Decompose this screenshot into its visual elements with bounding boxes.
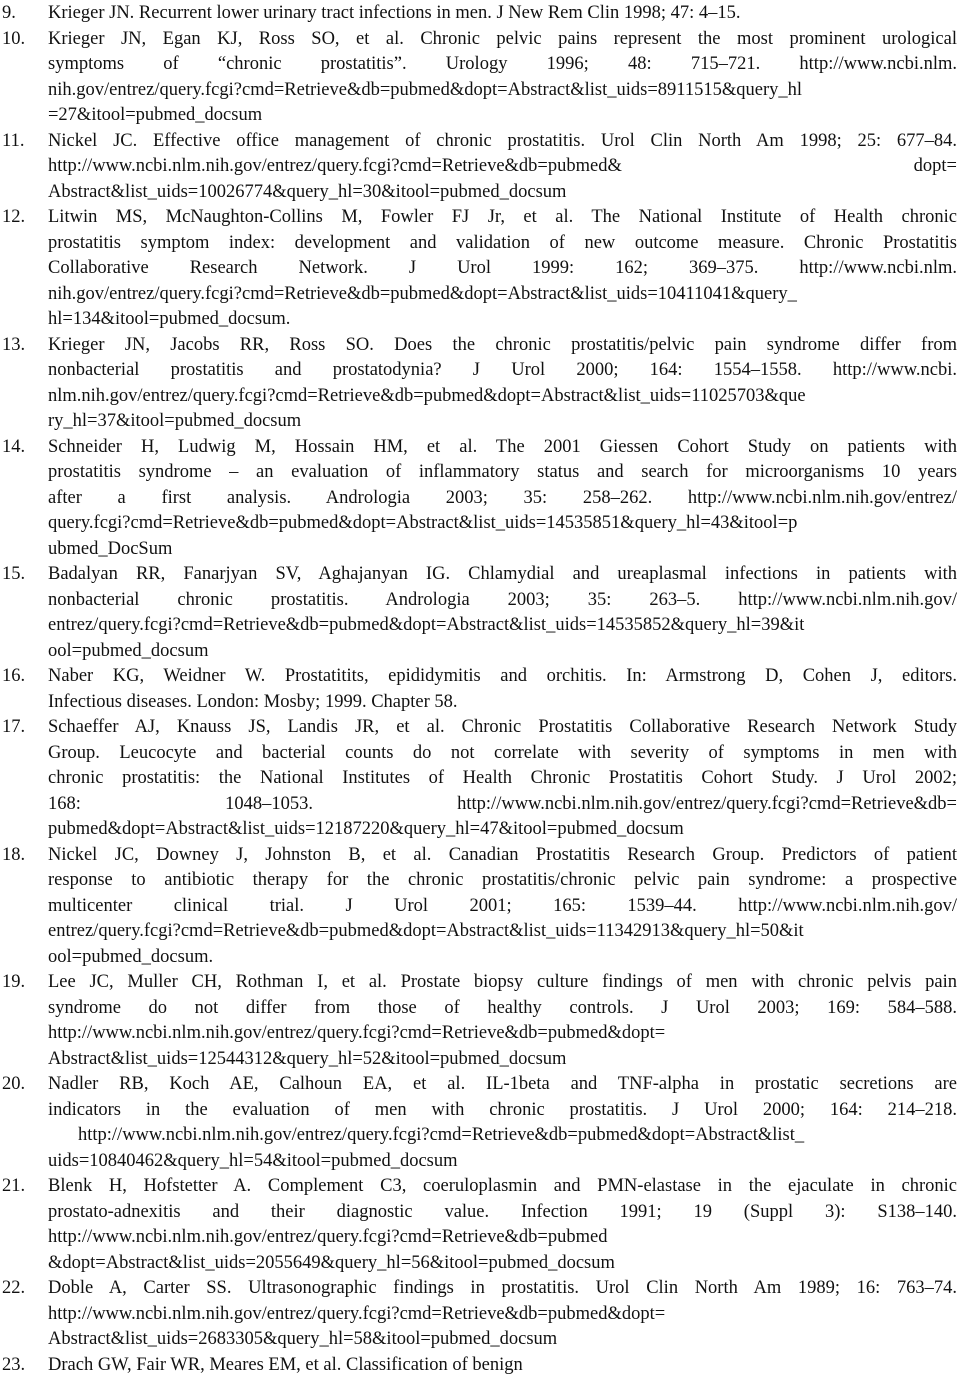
reference-line: nonbacterial prostatitis and prostatodynia? J Urol 2000; 164: 1554–1558. http://www.ncbi. xyxy=(48,360,957,380)
reference-line: uids=10840462&query_hl=54&itool=pubmed_docsum xyxy=(48,1150,458,1171)
reference-line: nonbacterial chronic prostatitis. Andrologia 2003; 35: 263–5. http://www.ncbi.nlm.nih.gov/ xyxy=(48,589,957,610)
reference-text xyxy=(48,1072,960,1174)
reference-line: Schneider H, Ludwig M, Hossain HM, et al. The 2001 Giessen Cohort Study on patients with xyxy=(48,436,957,457)
reference-line: Schaeffer AJ, Knauss JS, Landis JR, et al. Chronic Prostatitis Collaborative Research Network Study xyxy=(48,717,957,737)
reference-line: Drach GW, Fair WR, Meares EM, et al. Classification of benign xyxy=(48,1354,523,1375)
reference-item xyxy=(0,27,960,129)
reference-item xyxy=(0,562,960,664)
reference-item xyxy=(0,1353,960,1378)
reference-number: 12. xyxy=(2,207,26,227)
reference-item xyxy=(0,333,960,435)
reference-line: nih.gov/entrez/query.fcgi?cmd=Retrieve&db=pubmed&dopt=Abstract&list_uids=8911515&query_hl xyxy=(48,79,803,100)
reference-item xyxy=(0,435,960,563)
reference-line: multicenter clinical trial. J Urol 2001; 165: 1539–44. http://www.ncbi.nlm.nih.gov/ xyxy=(48,895,957,916)
reference-number: 17. xyxy=(2,717,26,737)
reference-line: Nadler RB, Koch AE, Calhoun EA, et al. IL-1beta and TNF-alpha in prostatic secretions are xyxy=(48,1074,957,1094)
reference-line: hl=134&itool=pubmed_docsum. xyxy=(48,309,291,329)
reference-line: Doble A, Carter SS. Ultrasonographic findings in prostatitis. Urol Clin North Am 1989; 16: 763–74. xyxy=(48,1278,957,1298)
reference-line: http://www.ncbi.nlm.nih.gov/entrez/query.fcgi?cmd=Retrieve&db=pubmed&dopt=Abstract&list_ xyxy=(78,1125,805,1145)
reference-line: ool=pubmed_docsum. xyxy=(48,946,214,967)
reference-item xyxy=(0,1,960,27)
reference-text xyxy=(48,27,960,129)
reference-text xyxy=(48,715,960,843)
reference-number: 16. xyxy=(2,666,26,686)
reference-line: Abstract&list_uids=12544312&query_hl=52&itool=pubmed_docsum xyxy=(48,1048,567,1069)
reference-line: Lee JC, Muller CH, Rothman I, et al. Prostate biopsy culture findings of men with chronic pelvis pain xyxy=(48,972,957,992)
reference-line: http://www.ncbi.nlm.nih.gov/entrez/query.fcgi?cmd=Retrieve&db=pubmed xyxy=(48,1227,608,1247)
reference-number: 21. xyxy=(2,1176,26,1196)
reference-line: chronic prostatitis: the National Institutes of Health Chronic Prostatitis Cohort Study. J Urol 2002; xyxy=(48,768,957,788)
reference-item xyxy=(0,970,960,1072)
reference-number: 20. xyxy=(2,1074,26,1094)
reference-line: after a first analysis. Andrologia 2003; 35: 258–262. http://www.ncbi.nlm.nih.gov/entrez/ xyxy=(48,487,957,508)
reference-line: http://www.ncbi.nlm.nih.gov/entrez/query.fcgi?cmd=Retrieve&db=pubmed&dopt= xyxy=(48,1023,666,1043)
reference-line: =27&itool=pubmed_docsum xyxy=(48,105,263,125)
reference-line: pubmed&dopt=Abstract&list_uids=12187220&query_hl=47&itool=pubmed_docsum xyxy=(48,819,684,839)
reference-line: http://www.ncbi.nlm.nih.gov/entrez/query.fcgi?cmd=Retrieve&db=pubmed& dopt= xyxy=(48,156,957,176)
reference-item xyxy=(0,129,960,206)
reference-number: 18. xyxy=(2,844,26,865)
reference-line: Infectious diseases. London: Mosby; 1999. Chapter 58. xyxy=(48,691,458,712)
reference-line: Naber KG, Weidner W. Prostatitits, epididymitis and orchitis. In: Armstrong D, Cohen J, editors. xyxy=(48,666,957,686)
reference-text xyxy=(48,1,960,27)
reference-line: entrez/query.fcgi?cmd=Retrieve&db=pubmed&dopt=Abstract&list_uids=11342913&query_hl=50&it xyxy=(48,921,804,941)
reference-number: 19. xyxy=(2,972,26,992)
reference-number: 14. xyxy=(2,436,26,457)
reference-text xyxy=(48,1353,960,1378)
reference-line: Abstract&list_uids=10026774&query_hl=30&itool=pubmed_docsum xyxy=(48,181,567,202)
reference-line: prostato-adnexitis and their diagnostic value. Infection 1991; 19 (Suppl 3): S138–140. xyxy=(48,1201,957,1222)
reference-text xyxy=(48,970,960,1072)
reference-item xyxy=(0,1174,960,1276)
reference-line: syndrome do not differ from those of healthy controls. J Urol 2003; 169: 584–588. xyxy=(48,997,957,1018)
reference-line: ubmed_DocSum xyxy=(48,538,173,559)
reference-text xyxy=(48,205,960,333)
reference-text xyxy=(48,333,960,435)
reference-line: ool=pubmed_docsum xyxy=(48,640,209,661)
reference-item xyxy=(0,843,960,971)
reference-line: http://www.ncbi.nlm.nih.gov/entrez/query.fcgi?cmd=Retrieve&db=pubmed&dopt= xyxy=(48,1303,666,1324)
reference-line: response to antibiotic therapy for the chronic prostatitis/chronic pelvic pain syndrome: a prospective xyxy=(48,870,957,890)
reference-item xyxy=(0,664,960,715)
reference-line: Litwin MS, McNaughton-Collins M, Fowler FJ Jr, et al. The National Institute of Health chronic xyxy=(48,207,957,227)
reference-line: &dopt=Abstract&list_uids=2055649&query_hl=56&itool=pubmed_docsum xyxy=(48,1252,615,1273)
reference-line: Nickel JC, Downey J, Johnston B, et al. Canadian Prostatitis Research Group. Predictors of patient xyxy=(48,844,957,865)
reference-line: nlm.nih.gov/entrez/query.fcgi?cmd=Retrieve&db=pubmed&dopt=Abstract&list_uids=11025703&que xyxy=(48,385,806,406)
reference-item xyxy=(0,715,960,843)
reference-number: 15. xyxy=(2,564,26,584)
reference-text xyxy=(48,843,960,971)
reference-text xyxy=(48,1276,960,1353)
reference-text xyxy=(48,129,960,206)
reference-line: prostatitis symptom index: development and validation of new outcome measure. Chronic Prostatitis xyxy=(48,232,957,253)
reference-line: Krieger JN, Egan KJ, Ross SO, et al. Chronic pelvic pains represent the most prominent urological xyxy=(48,28,957,49)
reference-text xyxy=(48,1174,960,1276)
reference-item xyxy=(0,1072,960,1174)
reference-number: 9. xyxy=(2,3,16,23)
reference-line: 168: 1048–1053. http://www.ncbi.nlm.nih.gov/entrez/query.fcgi?cmd=Retrieve&db= xyxy=(48,793,957,814)
reference-number: 11. xyxy=(2,130,25,151)
reference-text xyxy=(48,664,960,715)
reference-line: query.fcgi?cmd=Retrieve&db=pubmed&dopt=Abstract&list_uids=14535851&query_hl=43&itool=p xyxy=(48,513,798,533)
reference-line: Krieger JN. Recurrent lower urinary tract infections in men. J New Rem Clin 1998; 47: 4–15. xyxy=(48,3,741,23)
reference-text xyxy=(48,562,960,664)
reference-number: 10. xyxy=(2,28,26,49)
reference-item xyxy=(0,1276,960,1353)
reference-line: Collaborative Research Network. J Urol 1999: 162; 369–375. http://www.ncbi.nlm. xyxy=(48,258,957,278)
reference-line: Badalyan RR, Fanarjyan SV, Aghajanyan IG. Chlamydial and ureaplasmal infections in patients with xyxy=(48,564,957,584)
reference-text xyxy=(48,435,960,563)
reference-line: entrez/query.fcgi?cmd=Retrieve&db=pubmed&dopt=Abstract&list_uids=14535852&query_hl=39&it xyxy=(48,615,805,635)
reference-line: Group. Leucocyte and bacterial counts do not correlate with severity of symptoms in men with xyxy=(48,742,957,763)
reference-line: ry_hl=37&itool=pubmed_docsum xyxy=(48,411,302,431)
reference-line: Abstract&list_uids=2683305&query_hl=58&itool=pubmed_docsum xyxy=(48,1329,558,1349)
reference-line: Blenk H, Hofstetter A. Complement C3, coeruloplasmin and PMN-elastase in the ejaculate in chronic xyxy=(48,1176,957,1196)
reference-line: Nickel JC. Effective office management of chronic prostatitis. Urol Clin North Am 1998; 25: 677–84. xyxy=(48,130,957,151)
reference-line: nih.gov/entrez/query.fcgi?cmd=Retrieve&db=pubmed&dopt=Abstract&list_uids=10411041&query_ xyxy=(48,283,797,304)
reference-line: Krieger JN, Jacobs RR, Ross SO. Does the chronic prostatitis/pelvic pain syndrome differ from xyxy=(48,334,957,355)
reference-item xyxy=(0,205,960,333)
reference-number: 13. xyxy=(2,334,26,355)
reference-number: 22. xyxy=(2,1278,26,1298)
reference-number: 23. xyxy=(2,1354,26,1375)
reference-line: prostatitis syndrome – an evaluation of inflammatory status and search for microorganisms 10 years xyxy=(48,462,957,482)
reference-line: indicators in the evaluation of men with chronic prostatitis. J Urol 2000; 164: 214–218. xyxy=(48,1099,957,1120)
reference-line: symptoms of “chronic prostatitis”. Urology 1996; 48: 715–721. http://www.ncbi.nlm. xyxy=(48,54,957,74)
